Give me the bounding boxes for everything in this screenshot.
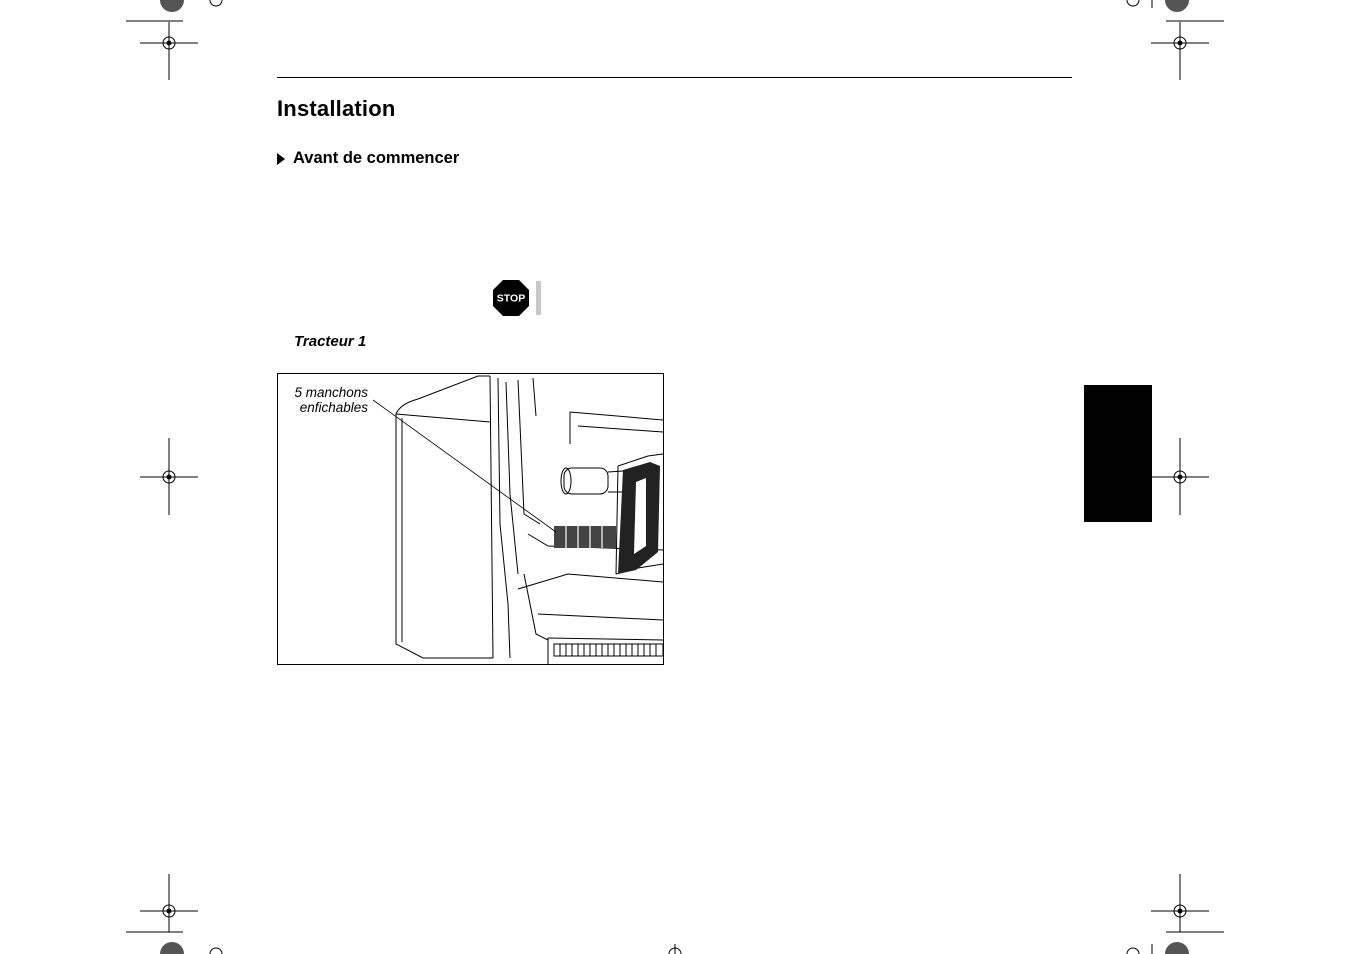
tractor-illustration bbox=[278, 374, 663, 664]
triangle-right-icon bbox=[277, 153, 285, 165]
chapter-tab bbox=[1084, 385, 1152, 522]
tractor-figure bbox=[277, 373, 664, 665]
callout-line-1: 5 manchons bbox=[294, 385, 368, 400]
warning-bar bbox=[536, 281, 541, 315]
stop-sign-label: STOP bbox=[496, 292, 526, 305]
header-rule bbox=[277, 77, 1072, 78]
callout-label bbox=[286, 385, 368, 415]
section-heading bbox=[277, 149, 459, 168]
figure-caption: Tracteur 1 bbox=[294, 333, 367, 350]
page-title: Installation bbox=[277, 96, 396, 121]
callout-line-2: enfichables bbox=[299, 400, 368, 415]
section-heading-text: Avant de commencer bbox=[293, 149, 460, 167]
stop-sign-icon bbox=[492, 279, 530, 317]
